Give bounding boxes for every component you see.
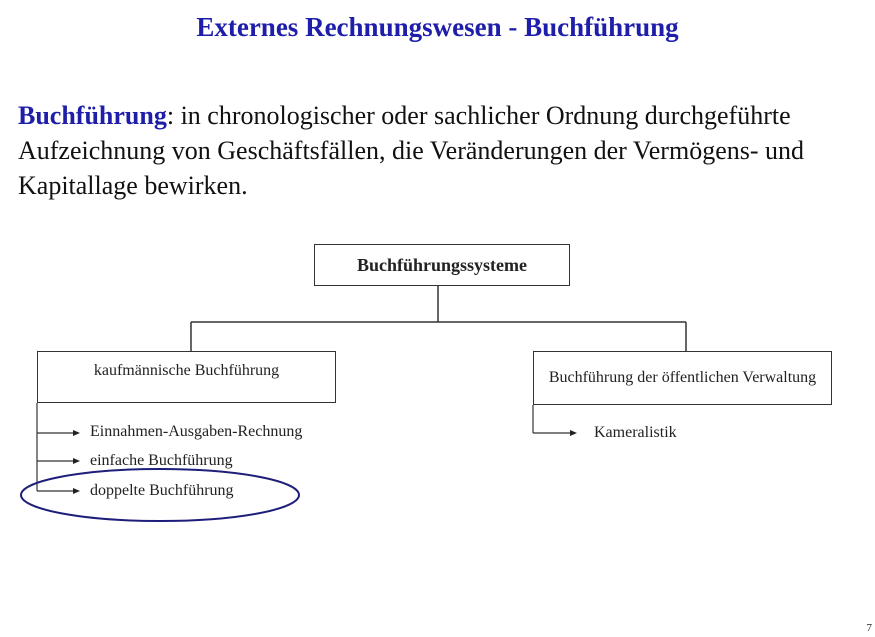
arrow-icon [570, 430, 577, 436]
left-branch-node: kaufmännische Buchführung [37, 351, 336, 403]
page-number: 7 [866, 622, 872, 634]
slide-title: Externes Rechnungswesen - Buchführung [196, 12, 679, 42]
left-item-einfache: einfache Buchführung [90, 452, 233, 469]
definition-term: Buchführung [18, 101, 167, 130]
right-branch-node: Buchführung der öffentlichen Verwaltung [533, 351, 832, 405]
left-item-einnahmen: Einnahmen-Ausgaben-Rechnung [90, 423, 303, 440]
arrow-icon [73, 488, 80, 494]
arrow-icon [73, 430, 80, 436]
root-node: Buchführungssysteme [314, 244, 570, 286]
arrow-icon [73, 458, 80, 464]
left-item-doppelte: doppelte Buchführung [90, 482, 234, 499]
right-item-kameralistik: Kameralistik [594, 424, 677, 441]
definition-text: : in chronologischer oder sachlicher Ordnung durchgeführte Aufzeichnung von Geschäftsfällen, die Veränderungen der Vermögens- und Kapitallage bewirken. [18, 101, 805, 200]
